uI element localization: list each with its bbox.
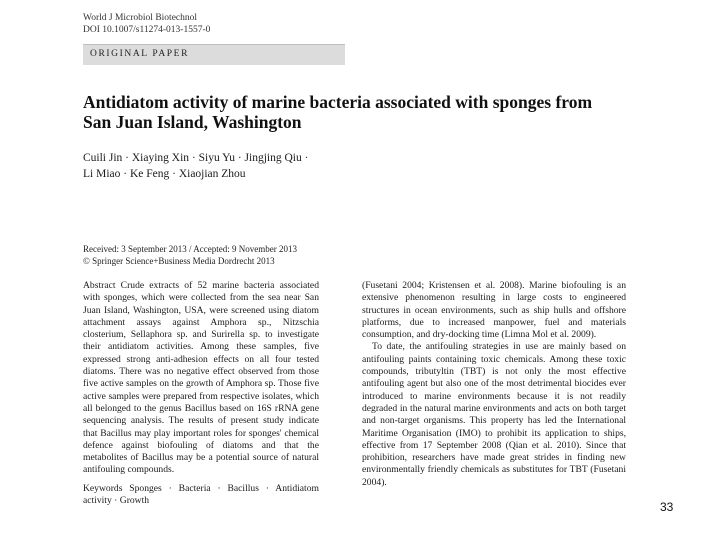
abstract-text: Abstract Crude extracts of 52 marine bacteria associated with sponges, which were collected from the sea near San Juan Island, Washington, USA, were screened using diatom attachment assays against Amphora sp., Nitzschia closterium, Sellaphora sp. and Surirella sp. to investigate their antidiatom activities. Among these samples, five expressed strong anti-adhesion effects on all four tested diatoms. There was no negative effect observed from those five active samples on the growth of Amphora sp. Those five active samples were prepared from respective isolates, which all belonged to the genus Bacillus based on 16S rRNA gene sequencing analysis. The results of present study indicate that Bacillus may play important roles for sponges' chemical defence against biofouling of diatoms and that the metabolites of Bacillus may be a potential source of natural antifouling compounds. <box>83 280 319 476</box>
journal-header <box>83 12 210 36</box>
journal-doi: DOI 10.1007/s11274-013-1557-0 <box>83 25 211 35</box>
journal-name: World J Microbiol Biotechnol <box>83 13 198 23</box>
authors-line-2: Li Miao · Ke Feng · Xiaojian Zhou <box>83 167 246 180</box>
article-type: ORIGINAL PAPER <box>90 49 190 59</box>
authors-line-1: Cuili Jin · Xiaying Xin · Siyu Yu · Jingjing Qiu · <box>83 152 309 164</box>
copyright-notice: © Springer Science+Business Media Dordrecht 2013 <box>83 255 275 266</box>
paper-title: Antidiatom activity of marine bacteria associated with sponges from San Juan Island, Washington <box>83 92 593 132</box>
slide-page-number: 33 <box>660 500 674 514</box>
intro-paragraph-1: (Fusetani 2004; Kristensen et al. 2008). Marine biofouling is an extensive phenomenon resulting in large costs to engineered structures in ocean environments, such as ship hulls and offshore platforms, due to increased manpower, fuel and materials consumption, and dry-docking time (Limna Mol et al. 2009). <box>362 280 626 341</box>
intro-paragraph-2: To date, the antifouling strategies in use are mainly based on antifouling paints containing toxic chemicals. Among these toxic compounds, tributyltin (TBT) is not only the most effective antifouling agent but also one of the most detrimental biocides ever introduced to marine environments because it is not readily degraded in the natural marine environments and acts on both target and non-target organisms. This property has led the International Maritime Organisation (IMO) to prohibit its application to ships, effective from 17 September 2008 (Qian et al. 2010). Since that prohibition, researchers have made great strides in finding new environmentally friendly chemicals as substitutes for TBT (Fusetani 2004). <box>362 341 626 488</box>
keywords: Keywords Sponges · Bacteria · Bacillus · Antidiatom activity · Growth <box>83 482 319 507</box>
author-list <box>83 151 383 182</box>
received-accepted: Received: 3 September 2013 / Accepted: 9 November 2013 <box>83 244 297 254</box>
article-type-banner <box>83 44 345 65</box>
right-column <box>362 280 626 489</box>
left-column <box>83 280 319 507</box>
publication-dates <box>83 244 297 267</box>
